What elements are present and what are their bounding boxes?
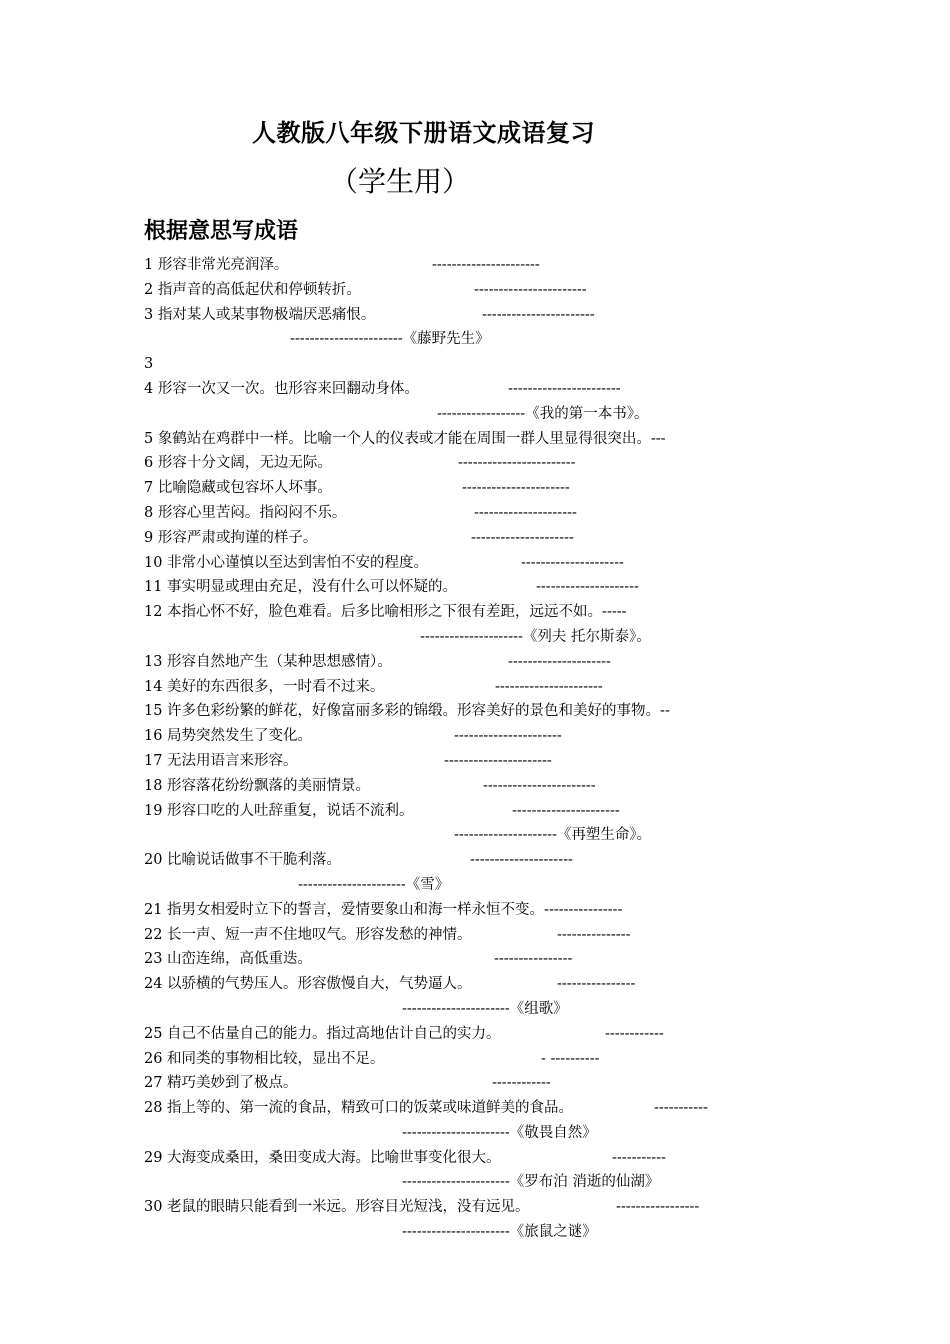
idiom-line (0, 551, 950, 576)
idiom-line (0, 1170, 950, 1195)
answer-blank: ---------------------- (462, 480, 570, 497)
answer-blank: --------------------- (474, 504, 577, 521)
answer-blank: ----------------------《旅鼠之谜》 (402, 1224, 597, 1241)
section-heading: 根据意思写成语 (144, 219, 299, 244)
idiom-line (0, 923, 950, 948)
answer-blank: ----------------------《罗布泊 消逝的仙湖》 (402, 1174, 660, 1191)
idiom-line (0, 724, 950, 749)
answer-blank: ---------------------- (512, 802, 620, 819)
idiom-line (0, 575, 950, 600)
answer-blank: ---------------------- (454, 728, 562, 745)
idiom-line (0, 1071, 950, 1096)
answer-blank: ------------ (492, 1075, 551, 1092)
answer-blank: ------------------《我的第一本书》。 (437, 405, 649, 422)
answer-blank: ----------------------《雪》 (298, 876, 450, 893)
idiom-line (0, 526, 950, 551)
answer-blank: ---------------- (494, 951, 573, 968)
idiom-list (0, 253, 950, 1245)
idiom-definition: 12 本指心怀不好，脸色难看。后多比喻相形之下很有差距，远远不如。----- (144, 604, 627, 621)
idiom-definition: 2 指声音的高低起伏和停顿转折。 (144, 281, 361, 298)
idiom-definition: 26 和同类的事物相比较，显出不足。 (144, 1050, 385, 1067)
idiom-definition: 22 长一声、短一声不住地叹气。形容发愁的神情。 (144, 926, 472, 943)
answer-blank: --------------------- (536, 579, 639, 596)
idiom-line (0, 600, 950, 625)
idiom-line (0, 898, 950, 923)
idiom-line (0, 947, 950, 972)
idiom-line (0, 1146, 950, 1171)
idiom-line (0, 1195, 950, 1220)
answer-blank: --------------------- (521, 554, 624, 571)
idiom-line (0, 650, 950, 675)
answer-blank: ----------------- (616, 1199, 700, 1216)
idiom-definition: 3 (144, 356, 154, 373)
idiom-definition: 14 美好的东西很多，一时看不过来。 (144, 678, 385, 695)
answer-blank: ---------------------《列夫 托尔斯泰》。 (420, 628, 651, 645)
answer-blank: -----------------------《藤野先生》 (290, 331, 490, 348)
idiom-line (0, 848, 950, 873)
idiom-definition: 7 比喻隐藏或包容坏人坏事。 (144, 480, 332, 497)
idiom-definition: 18 形容落花纷纷飘落的美丽情景。 (144, 777, 371, 794)
idiom-definition: 4 形容一次又一次。也形容来回翻动身体。 (144, 380, 419, 397)
answer-blank: --------------------- (470, 852, 573, 869)
idiom-definition: 5 象鹤站在鸡群中一样。比喻一个人的仪表或才能在周围一群人里显得很突出。--- (144, 430, 666, 447)
idiom-definition: 15 许多色彩纷繁的鲜花，好像富丽多彩的锦缎。形容美好的景色和美好的事物。-- (144, 703, 670, 720)
idiom-line (0, 352, 950, 377)
answer-blank: ---------------------- (495, 678, 603, 695)
idiom-definition: 19 形容口吃的人吐辞重复，说话不流利。 (144, 802, 414, 819)
idiom-line (0, 377, 950, 402)
idiom-definition: 29 大海变成桑田，桑田变成大海。比喻世事变化很大。 (144, 1149, 501, 1166)
idiom-line (0, 1096, 950, 1121)
idiom-line (0, 823, 950, 848)
idiom-line (0, 1220, 950, 1245)
answer-blank: ---------------- (557, 976, 636, 993)
idiom-line (0, 427, 950, 452)
idiom-definition: 16 局势突然发生了变化。 (144, 728, 313, 745)
idiom-definition: 1 形容非常光亮润泽。 (144, 257, 289, 273)
idiom-definition: 28 指上等的、第一流的食品，精致可口的饭菜或味道鲜美的食品。 (144, 1100, 574, 1117)
idiom-line (0, 1047, 950, 1072)
idiom-line (0, 476, 950, 501)
idiom-line (0, 402, 950, 427)
answer-blank: ----------------------- (508, 380, 621, 397)
idiom-line (0, 501, 950, 526)
idiom-line (0, 451, 950, 476)
idiom-definition: 8 形容心里苦闷。指闷闷不乐。 (144, 504, 347, 521)
idiom-definition: 21 指男女相爱时立下的誓言，爱情要象山和海一样永恒不变。---------------- (144, 901, 623, 918)
idiom-line (0, 303, 950, 328)
idiom-definition: 9 形容严肃或拘谨的样子。 (144, 529, 318, 546)
answer-blank: ----------------------- (483, 777, 596, 794)
idiom-line (0, 799, 950, 824)
answer-blank: ----------------------- (474, 281, 587, 298)
idiom-line (0, 253, 950, 278)
answer-blank: --------------- (557, 926, 631, 943)
answer-blank: ----------------------《组歌》 (402, 1000, 568, 1017)
answer-blank: ------------ (605, 1025, 664, 1042)
idiom-line (0, 1121, 950, 1146)
answer-blank: ----------- (654, 1100, 708, 1117)
idiom-definition: 23 山峦连绵，高低重迭。 (144, 951, 313, 968)
idiom-line (0, 749, 950, 774)
answer-blank: --------------------- (508, 653, 611, 670)
idiom-line (0, 278, 950, 303)
idiom-definition: 6 形容十分文阔，无边无际。 (144, 455, 332, 472)
idiom-definition: 17 无法用语言来形容。 (144, 752, 298, 769)
answer-blank: - ---------- (541, 1050, 600, 1067)
idiom-definition: 24 以骄横的气势压人。形容傲慢自大，气势逼人。 (144, 976, 472, 993)
idiom-line (0, 873, 950, 898)
document-title: 人教版八年级下册语文成语复习 (252, 119, 595, 147)
answer-blank: ----------------------《敬畏自然》 (402, 1124, 597, 1141)
idiom-line (0, 675, 950, 700)
answer-blank: --------------------- (471, 529, 574, 546)
answer-blank: ---------------------《再塑生命》。 (454, 827, 652, 844)
idiom-line (0, 997, 950, 1022)
idiom-definition: 30 老鼠的眼睛只能看到一米远。形容目光短浅，没有远见。 (144, 1199, 530, 1216)
answer-blank: ----------------------- (482, 306, 595, 323)
idiom-line (0, 774, 950, 799)
answer-blank: ---------------------- (432, 257, 540, 273)
idiom-definition: 3 指对某人或某事物极端厌恶痛恨。 (144, 306, 376, 323)
idiom-definition: 11 事实明显或理由充足，没有什么可以怀疑的。 (144, 579, 458, 596)
idiom-line (0, 1022, 950, 1047)
idiom-definition: 13 形容自然地产生（某种思想感情）。 (144, 653, 392, 670)
idiom-definition: 20 比喻说话做事不干脆利落。 (144, 852, 342, 869)
answer-blank: ----------- (612, 1149, 666, 1166)
idiom-line (0, 699, 950, 724)
idiom-line (0, 327, 950, 352)
idiom-line (0, 625, 950, 650)
idiom-definition: 25 自己不估量自己的能力。指过高地估计自己的实力。 (144, 1025, 501, 1042)
answer-blank: ------------------------ (458, 455, 576, 472)
idiom-definition: 10 非常小心谨慎以至达到害怕不安的程度。 (144, 554, 429, 571)
idiom-line (0, 972, 950, 997)
idiom-definition: 27 精巧美妙到了极点。 (144, 1075, 298, 1092)
answer-blank: ---------------------- (444, 752, 552, 769)
document-subtitle: （学生用） (330, 165, 471, 198)
